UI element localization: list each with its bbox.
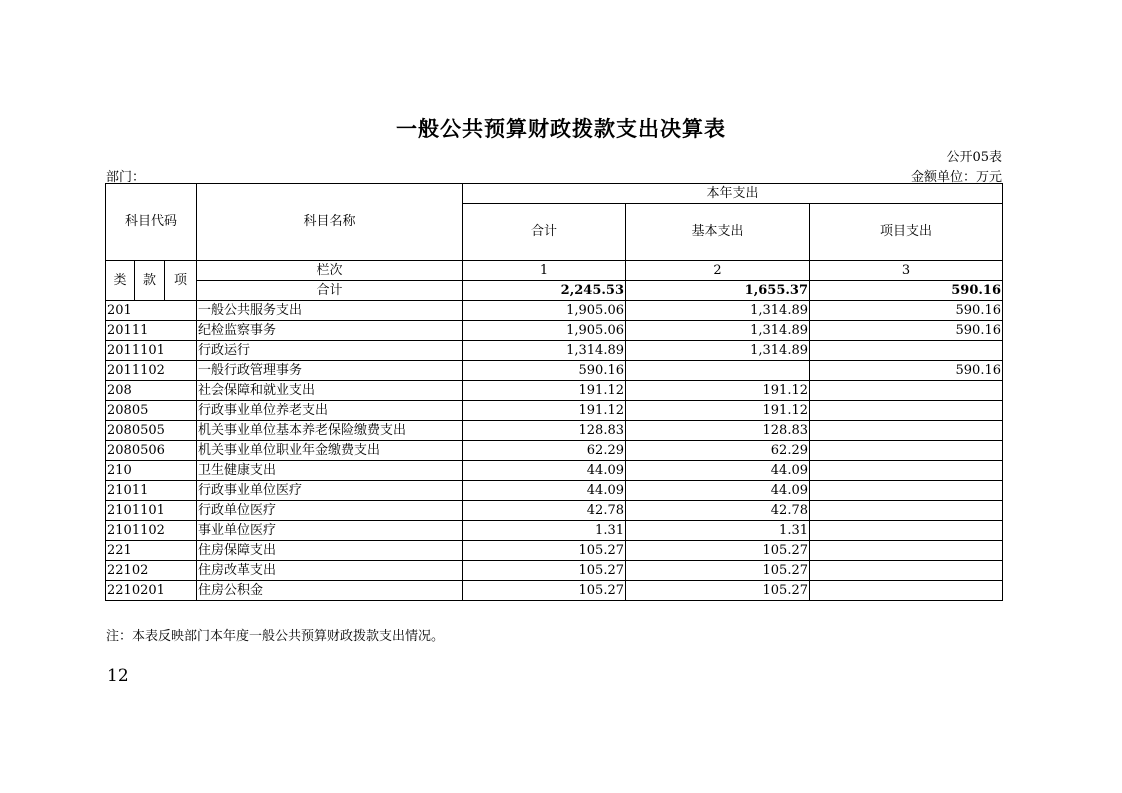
row-code: 208 [106, 381, 197, 401]
row-project [810, 521, 1003, 541]
row-project [810, 461, 1003, 481]
row-basic: 191.12 [626, 381, 810, 401]
totals-label: 合计 [197, 281, 463, 301]
row-project: 590.16 [810, 361, 1003, 381]
amount-unit-label: 金额单位：万元 [910, 170, 1002, 185]
table-row [106, 581, 1003, 601]
row-total: 1.31 [463, 521, 626, 541]
row-code: 22102 [106, 561, 197, 581]
row-code: 2101102 [106, 521, 197, 541]
form-number: 公开05表 [946, 150, 1002, 165]
row-basic: 1,314.89 [626, 341, 810, 361]
table-row [106, 381, 1003, 401]
row-project [810, 581, 1003, 601]
table-row [106, 321, 1003, 341]
row-name: 一般公共服务支出 [197, 301, 463, 321]
row-name: 社会保障和就业支出 [197, 381, 463, 401]
table-row [106, 541, 1003, 561]
totals-basic: 1,655.37 [626, 281, 810, 301]
row-name: 纪检监察事务 [197, 321, 463, 341]
table-row [106, 521, 1003, 541]
row-basic [626, 361, 810, 381]
row-total: 191.12 [463, 401, 626, 421]
row-total: 1,905.06 [463, 321, 626, 341]
column-1-number: 1 [463, 261, 626, 281]
row-code: 2011102 [106, 361, 197, 381]
row-total: 105.27 [463, 541, 626, 561]
row-project [810, 341, 1003, 361]
row-name: 住房改革支出 [197, 561, 463, 581]
section-header: 款 [135, 261, 165, 301]
table-row [106, 361, 1003, 381]
row-basic: 62.29 [626, 441, 810, 461]
table-row [106, 461, 1003, 481]
row-name: 机关事业单位职业年金缴费支出 [197, 441, 463, 461]
row-project: 590.16 [810, 301, 1003, 321]
row-name: 事业单位医疗 [197, 521, 463, 541]
column-2-number: 2 [626, 261, 810, 281]
item-header: 项 [165, 261, 197, 301]
row-code: 2101101 [106, 501, 197, 521]
page-number: 12 [107, 666, 129, 686]
row-code: 221 [106, 541, 197, 561]
column-3-number: 3 [810, 261, 1003, 281]
row-name: 行政运行 [197, 341, 463, 361]
row-name: 行政事业单位医疗 [197, 481, 463, 501]
totals-total: 2,245.53 [463, 281, 626, 301]
row-project [810, 541, 1003, 561]
row-total: 42.78 [463, 501, 626, 521]
row-project [810, 501, 1003, 521]
table-row [106, 441, 1003, 461]
row-code: 20111 [106, 321, 197, 341]
table-row [106, 341, 1003, 361]
table-row [106, 561, 1003, 581]
row-total: 1,905.06 [463, 301, 626, 321]
subject-code-header: 科目代码 [106, 184, 197, 261]
row-code: 2080506 [106, 441, 197, 461]
table-row [106, 501, 1003, 521]
row-project [810, 381, 1003, 401]
row-project [810, 441, 1003, 461]
row-basic: 1,314.89 [626, 321, 810, 341]
column-number-row [106, 261, 1003, 281]
row-total: 105.27 [463, 581, 626, 601]
row-total: 1,314.89 [463, 341, 626, 361]
table-row [106, 301, 1003, 321]
row-name: 卫生健康支出 [197, 461, 463, 481]
row-basic: 1.31 [626, 521, 810, 541]
totals-row [106, 281, 1003, 301]
row-name: 行政事业单位养老支出 [197, 401, 463, 421]
totals-project: 590.16 [810, 281, 1003, 301]
row-name: 机关事业单位基本养老保险缴费支出 [197, 421, 463, 441]
row-project: 590.16 [810, 321, 1003, 341]
total-header: 合计 [463, 204, 626, 261]
category-header: 类 [106, 261, 135, 301]
table-row [106, 481, 1003, 501]
row-code: 2011101 [106, 341, 197, 361]
expenditure-table [105, 183, 1003, 601]
row-code: 201 [106, 301, 197, 321]
row-basic: 44.09 [626, 481, 810, 501]
row-code: 21011 [106, 481, 197, 501]
row-total: 44.09 [463, 481, 626, 501]
row-project [810, 481, 1003, 501]
row-name: 住房公积金 [197, 581, 463, 601]
row-project [810, 421, 1003, 441]
row-name: 行政单位医疗 [197, 501, 463, 521]
row-project [810, 561, 1003, 581]
row-code: 20805 [106, 401, 197, 421]
row-basic: 105.27 [626, 561, 810, 581]
basic-header: 基本支出 [626, 204, 810, 261]
row-basic: 44.09 [626, 461, 810, 481]
row-total: 44.09 [463, 461, 626, 481]
row-total: 191.12 [463, 381, 626, 401]
row-basic: 42.78 [626, 501, 810, 521]
row-basic: 191.12 [626, 401, 810, 421]
row-project [810, 401, 1003, 421]
table-row [106, 401, 1003, 421]
row-total: 590.16 [463, 361, 626, 381]
row-basic: 1,314.89 [626, 301, 810, 321]
column-number-label: 栏次 [197, 261, 463, 281]
row-total: 128.83 [463, 421, 626, 441]
header-row-1 [106, 184, 1003, 204]
row-total: 105.27 [463, 561, 626, 581]
row-code: 2210201 [106, 581, 197, 601]
row-basic: 105.27 [626, 541, 810, 561]
row-total: 62.29 [463, 441, 626, 461]
row-code: 210 [106, 461, 197, 481]
row-code: 2080505 [106, 421, 197, 441]
subject-name-header: 科目名称 [197, 184, 463, 261]
report-title: 一般公共预算财政拨款支出决算表 [396, 116, 726, 141]
department-label: 部门： [106, 170, 146, 185]
project-header: 项目支出 [810, 204, 1003, 261]
row-basic: 128.83 [626, 421, 810, 441]
table-row [106, 421, 1003, 441]
row-name: 住房保障支出 [197, 541, 463, 561]
table-note: 注：本表反映部门本年度一般公共预算财政拨款支出情况。 [106, 629, 445, 644]
row-basic: 105.27 [626, 581, 810, 601]
year-expenditure-header: 本年支出 [463, 184, 1003, 204]
row-name: 一般行政管理事务 [197, 361, 463, 381]
